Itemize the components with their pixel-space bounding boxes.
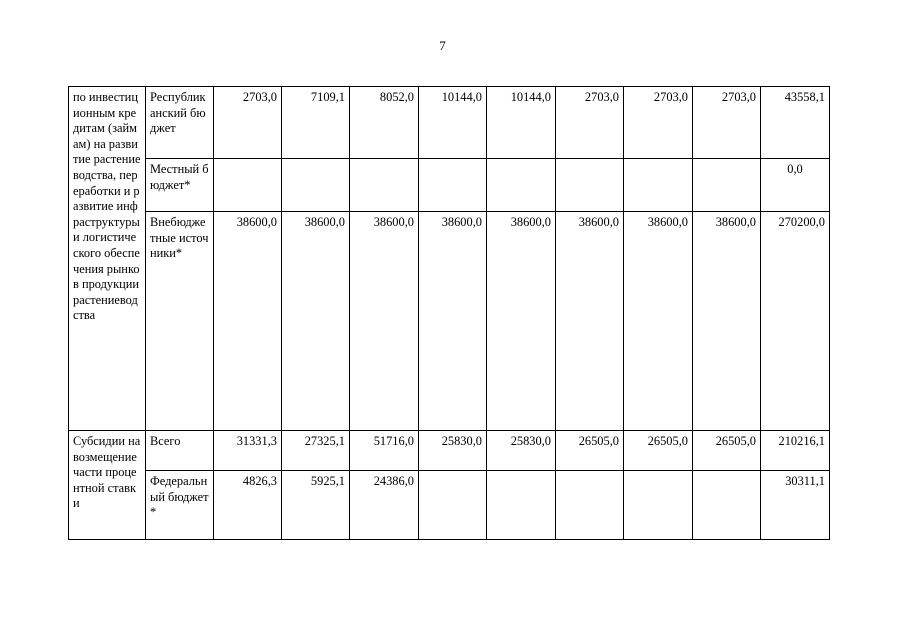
total-cell: 270200,0 [761,212,830,431]
value-cell: 26505,0 [556,431,624,471]
value-cell [693,471,761,540]
value-cell: 8052,0 [350,87,419,159]
table-row [69,159,830,212]
budget-source-cell: Республиканский бюджет [146,87,214,159]
value-cell: 7109,1 [282,87,350,159]
value-cell [487,159,556,212]
value-cell: 10144,0 [419,87,487,159]
value-cell: 25830,0 [487,431,556,471]
value-cell: 38600,0 [556,212,624,431]
value-cell: 31331,3 [214,431,282,471]
budget-source-cell: Всего [146,431,214,471]
value-cell: 38600,0 [419,212,487,431]
table-row [69,212,830,431]
value-cell [282,159,350,212]
value-cell [419,471,487,540]
value-cell: 38600,0 [214,212,282,431]
value-cell: 10144,0 [487,87,556,159]
table-row [69,471,830,540]
budget-source-cell: Федеральный бюджет * [146,471,214,540]
value-cell [624,159,693,212]
total-cell: 43558,1 [761,87,830,159]
total-cell: 0,0 [761,159,830,212]
value-cell [556,159,624,212]
value-cell: 38600,0 [487,212,556,431]
value-cell [214,159,282,212]
value-cell: 2703,0 [556,87,624,159]
value-cell: 26505,0 [624,431,693,471]
value-cell [487,471,556,540]
value-cell [624,471,693,540]
value-cell: 4826,3 [214,471,282,540]
budget-table [68,86,830,540]
value-cell: 38600,0 [282,212,350,431]
value-cell [556,471,624,540]
total-cell: 30311,1 [761,471,830,540]
budget-source-cell: Местный бюджет* [146,159,214,212]
page-number: 7 [439,38,446,53]
value-cell: 38600,0 [350,212,419,431]
value-cell: 24386,0 [350,471,419,540]
value-cell: 2703,0 [624,87,693,159]
total-cell: 210216,1 [761,431,830,471]
value-cell [419,159,487,212]
value-cell: 2703,0 [693,87,761,159]
table-row [69,87,830,159]
table-row [69,431,830,471]
value-cell: 5925,1 [282,471,350,540]
value-cell: 27325,1 [282,431,350,471]
value-cell: 26505,0 [693,431,761,471]
value-cell: 38600,0 [693,212,761,431]
value-cell: 25830,0 [419,431,487,471]
value-cell: 2703,0 [214,87,282,159]
budget-source-cell: Внебюджетные источники* [146,212,214,431]
value-cell [693,159,761,212]
row-group-label: Субсидии на возмещение части процентной ставки [69,431,146,540]
value-cell: 38600,0 [624,212,693,431]
value-cell: 51716,0 [350,431,419,471]
value-cell [350,159,419,212]
row-group-label: по инвестиционным кредитам (займам) на развитие растениеводства, переработки и развитие инфраструктуры и логистического обеспечения рынков продукции растениеводства [69,87,146,431]
